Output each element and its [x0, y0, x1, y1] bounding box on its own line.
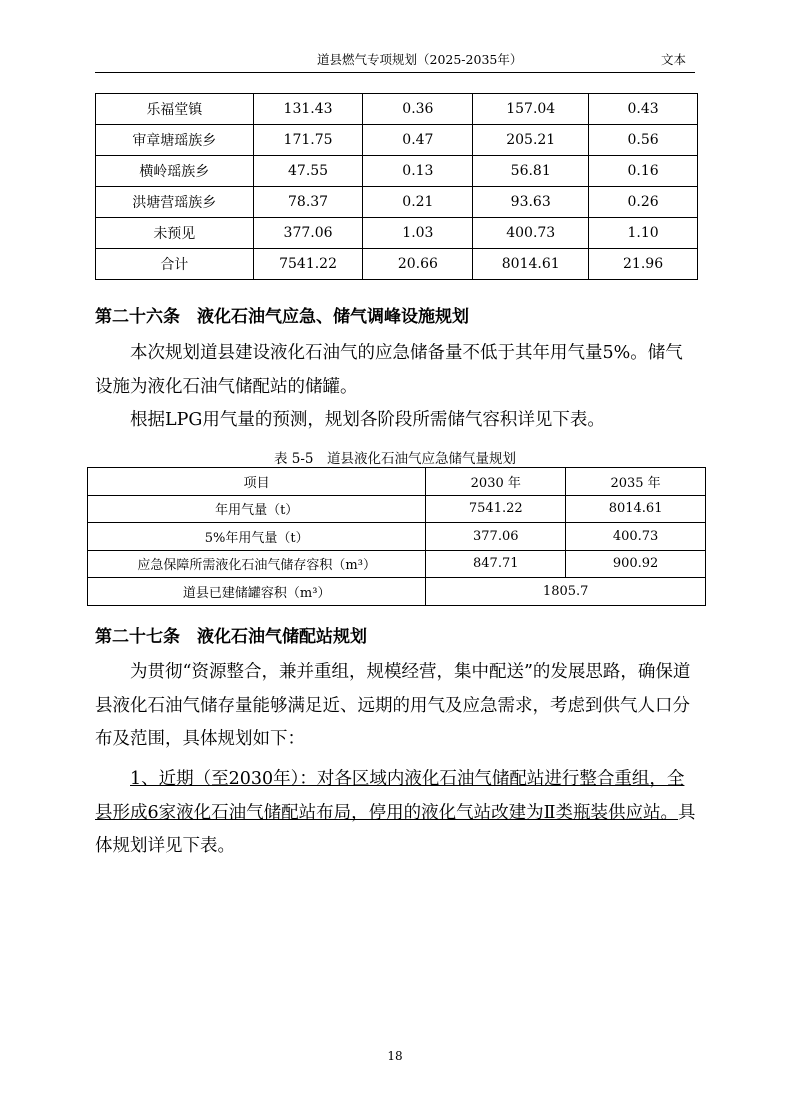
table-row — [96, 156, 698, 187]
section-27-paragraph-2 — [95, 763, 698, 864]
section-26-heading: 第二十六条 液化石油气应急、储气调峰设施规划 — [95, 307, 469, 327]
table-cell: 78.37 — [253, 187, 363, 218]
emergency-storage-table — [87, 467, 706, 606]
table-cell: 横岭瑶族乡 — [96, 156, 254, 187]
table-cell: 0.47 — [363, 125, 473, 156]
table-row — [88, 578, 706, 606]
table-cell: 900.92 — [566, 550, 706, 578]
table-cell: 未预见 — [96, 218, 254, 249]
table-cell: 400.73 — [473, 218, 589, 249]
table-cell: 乐福堂镇 — [96, 94, 254, 125]
table-cell: 合计 — [96, 249, 254, 280]
table-row — [96, 125, 698, 156]
page-number: 18 — [387, 1049, 403, 1063]
table-cell: 157.04 — [473, 94, 589, 125]
table-row — [88, 523, 706, 551]
table-cell: 道县已建储罐容积（m³） — [88, 578, 426, 606]
table-cell: 0.36 — [363, 94, 473, 125]
header-title: 道县燃气专项规划（2025-2035年） — [317, 52, 523, 67]
table-cell: 1.10 — [589, 218, 698, 249]
table-cell: 131.43 — [253, 94, 363, 125]
table-cell: 377.06 — [426, 523, 566, 551]
section-27-paragraph-1: 为贯彻“资源整合，兼并重组，规模经营，集中配送”的发展思路，确保道县液化石油气储存量能够满足近、远期的用气及应急需求，考虑到供气人口分布及范围，具体规划如下： — [95, 662, 691, 749]
gas-consumption-table — [95, 93, 698, 280]
table-cell: 0.13 — [363, 156, 473, 187]
page-header — [95, 44, 695, 73]
table-cell: 0.26 — [589, 187, 698, 218]
table-header-cell: 2035 年 — [566, 468, 706, 496]
table-cell: 400.73 — [566, 523, 706, 551]
table-cell: 8014.61 — [473, 249, 589, 280]
table-cell: 377.06 — [253, 218, 363, 249]
table-cell: 47.55 — [253, 156, 363, 187]
table-cell: 1.03 — [363, 218, 473, 249]
section-26-paragraph-2: 根据LPG用气量的预测，规划各阶段所需储气容积详见下表。 — [130, 410, 605, 430]
table-cell: 847.71 — [426, 550, 566, 578]
section-26-paragraph-1: 本次规划道县建设液化石油气的应急储备量不低于其年用气量5%。储气设施为液化石油气储配站的储罐。 — [95, 343, 683, 397]
table-cell: 21.96 — [589, 249, 698, 280]
table-cell: 20.66 — [363, 249, 473, 280]
table-row — [96, 94, 698, 125]
table-row — [88, 495, 706, 523]
table-row — [96, 249, 698, 280]
header-section-label: 文本 — [660, 52, 686, 67]
table-cell: 年用气量（t） — [88, 495, 426, 523]
table-cell: 5%年用气量（t） — [88, 523, 426, 551]
table-caption: 表 5-5 道县液化石油气应急储气量规划 — [273, 451, 517, 467]
table-cell: 审章塘瑶族乡 — [96, 125, 254, 156]
table-cell: 56.81 — [473, 156, 589, 187]
table-cell: 7541.22 — [426, 495, 566, 523]
table-row — [88, 550, 706, 578]
table-header-cell: 项目 — [88, 468, 426, 496]
table-header-row — [88, 468, 706, 496]
plan-text-continuation: 具体规划详见下表。 — [95, 802, 696, 856]
table-cell: 应急保障所需液化石油气储存容积（m³） — [88, 550, 426, 578]
table-cell: 0.16 — [589, 156, 698, 187]
table-row — [96, 218, 698, 249]
table-row — [96, 187, 698, 218]
table-cell: 0.56 — [589, 125, 698, 156]
table-cell: 8014.61 — [566, 495, 706, 523]
section-27-heading: 第二十七条 液化石油气储配站规划 — [95, 627, 367, 647]
table-cell: 93.63 — [473, 187, 589, 218]
table-cell: 7541.22 — [253, 249, 363, 280]
table-cell: 205.21 — [473, 125, 589, 156]
table-cell: 1805.7 — [426, 578, 706, 606]
table-cell: 0.21 — [363, 187, 473, 218]
table-cell: 0.43 — [589, 94, 698, 125]
table-cell: 洪塘营瑶族乡 — [96, 187, 254, 218]
underlined-plan-text: 1、近期（至2030年）：对各区域内液化石油气储配站进行整合重组，全县形成6家液化石油气储配站布局，停用的液化气站改建为Ⅱ类瓶装供应站。 — [95, 769, 685, 823]
table-header-cell: 2030 年 — [426, 468, 566, 496]
table-cell: 171.75 — [253, 125, 363, 156]
